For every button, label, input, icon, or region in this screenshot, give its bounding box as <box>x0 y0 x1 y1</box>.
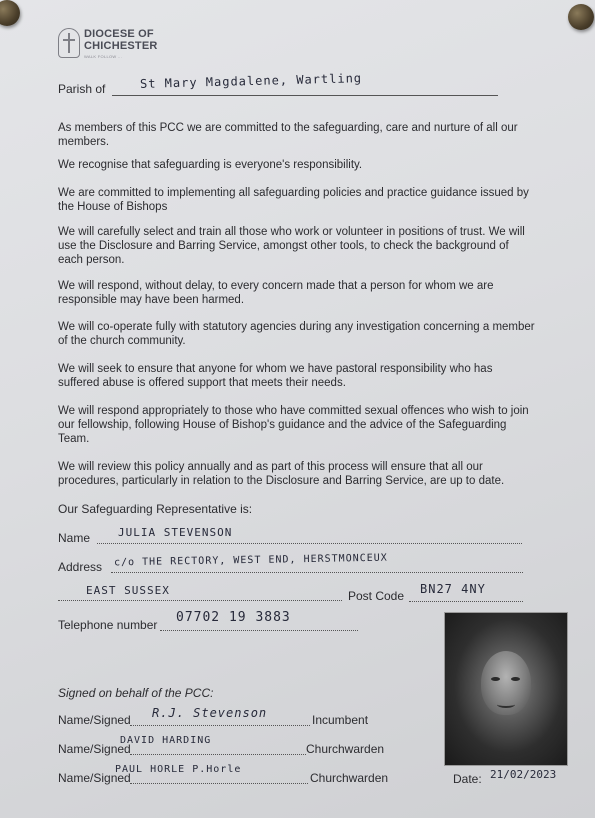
address-line2-value: EAST SUSSEX <box>86 584 170 597</box>
sig2-value: DAVID HARDING <box>120 735 212 746</box>
paragraph-4: We will carefully select and train all those who work or volunteer in positions of trust. We will use the Disclosure and Barring Service, amongst other tools, to check the background of each person. <box>58 226 525 266</box>
paragraph-1: As members of this PCC we are committed to the safeguarding, care and nurture of all our members. <box>58 122 518 148</box>
phone-dots <box>160 630 358 631</box>
name-value: JULIA STEVENSON <box>118 526 233 539</box>
sig3-dots <box>130 783 308 784</box>
sig3-value: PAUL HORLE P.Horle <box>115 764 242 775</box>
pin-top-left <box>0 0 20 26</box>
paragraph-6: We will co-operate fully with statutory agencies during any investigation concerning a member of the church community. <box>58 321 535 347</box>
photo-eye-right <box>511 677 520 681</box>
paragraph-7: We will seek to ensure that anyone for whom we have pastoral responsibility who has suffered abuse is offered support that meets their needs. <box>58 363 493 389</box>
postcode-value: BN27 4NY <box>420 582 486 596</box>
parish-underline <box>112 95 498 96</box>
pin-top-right <box>568 4 594 30</box>
address-label: Address <box>58 560 103 574</box>
sig1-dots <box>130 725 310 726</box>
photo-mouth <box>497 701 515 708</box>
photo-eye-left <box>491 677 500 681</box>
signed-heading: Signed on behalf of the PCC: <box>58 686 214 700</box>
representative-photo <box>444 612 568 766</box>
rep-heading: Our Safeguarding Representative is: <box>58 502 253 516</box>
paragraph-2: We recognise that safeguarding is everyone's responsibility. <box>58 159 363 171</box>
date-label: Date: <box>453 772 482 786</box>
sig2-role: Churchwarden <box>306 742 385 756</box>
sig3-role: Churchwarden <box>310 771 389 785</box>
sig2-label: Name/Signed <box>58 742 131 756</box>
address-dots <box>111 572 523 573</box>
sig1-value: R.J. Stevenson <box>152 706 268 720</box>
paragraph-9: We will review this policy annually and as part of this process will ensure that all our procedures, particularly in relation to the Disclosure and Barring Service, are up to date. <box>58 461 505 487</box>
address-value: c/o THE RECTORY, WEST END, HERSTMONCEUX <box>113 552 388 569</box>
address-line2-dots <box>58 600 342 601</box>
cross-shield-icon <box>58 28 80 58</box>
sig1-label: Name/Signed <box>58 713 131 727</box>
phone-value: 07702 19 3883 <box>176 610 291 625</box>
sig1-role: Incumbent <box>312 713 369 727</box>
paragraph-3: We are committed to implementing all safeguarding policies and practice guidance issued by the House of Bishops <box>58 187 529 213</box>
phone-label: Telephone number <box>58 618 158 632</box>
sig3-label: Name/Signed <box>58 771 131 785</box>
logo-tagline: WALK FOLLOW ... <box>84 54 123 59</box>
logo-line-2: CHICHESTER <box>84 40 158 52</box>
name-dots <box>97 543 522 544</box>
date-value: 21/02/2023 <box>490 768 557 781</box>
name-label: Name <box>58 531 91 545</box>
paragraph-8: We will respond appropriately to those who have committed sexual offences who wish to join our fellowship, following House of Bishop's guidance and the advice of the Safeguarding Team. <box>58 405 529 445</box>
sig2-dots <box>130 754 306 755</box>
parish-label: Parish of <box>58 82 106 96</box>
postcode-dots <box>409 601 523 602</box>
logo-line-1: DIOCESE OF <box>84 28 154 40</box>
paragraph-5: We will respond, without delay, to every concern made that a person for whom we are responsible may have been harmed. <box>58 280 494 306</box>
diocese-logo <box>58 26 168 66</box>
parish-value: St Mary Magdalene, Wartling <box>139 71 363 91</box>
postcode-label: Post Code <box>348 589 405 603</box>
